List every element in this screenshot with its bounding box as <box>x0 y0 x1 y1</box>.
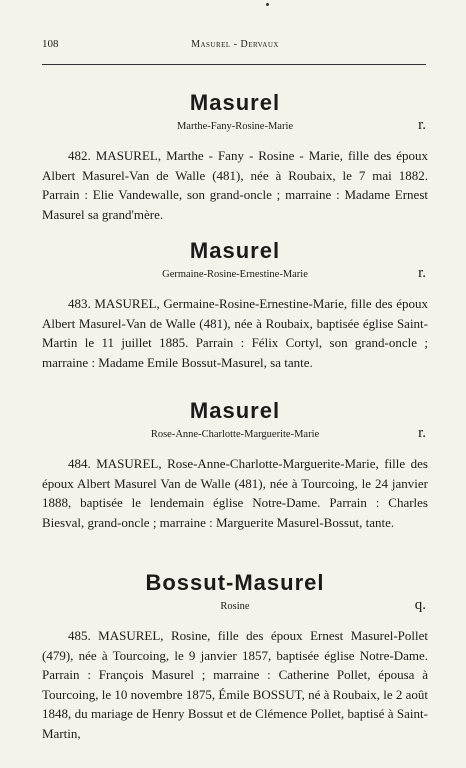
entry-text: 484. MASUREL, Rose-Anne-Charlotte-Marguerite-Marie, fille des époux Albert Masurel Van de Walle (481), née à Tourcoing, le 24 janvier 1888, baptisée le lendemain église Notre-Dame. Parrain : Charles Biesval, grand-oncle ; marraine : Marguerite Masurel-Bossut, tante. <box>42 456 428 530</box>
entry-surname: Bossut-Masurel <box>145 570 325 595</box>
entry-483 <box>42 238 428 372</box>
entry-text: 482. MASUREL, Marthe - Fany - Rosine - Marie, fille des époux Albert Masurel-Van de Walle (481), née à Roubaix, le 7 mai 1882. Parrain : Elie Vandewalle, son grand-oncle ; marraine : Madame Ernest Masurel sa grand'mère. <box>42 148 428 222</box>
page-header <box>42 38 428 54</box>
entry-surname: Masurel <box>189 238 281 263</box>
entry-given-names: Germaine-Rosine-Ernestine-Marie <box>162 269 308 280</box>
header-rule <box>42 64 426 65</box>
ink-dot <box>266 3 269 6</box>
entry-text: 483. MASUREL, Germaine-Rosine-Ernestine-Marie, fille des époux Albert Masurel-Van de Walle (481), née à Roubaix, baptisée église Saint-Martin le 11 juillet 1885. Parrain : Félix Cortyl, son grand-oncle ; marraine : Madame Emile Bossut-Masurel, sa tante. <box>42 296 428 370</box>
entry-grade: r. <box>418 425 426 441</box>
running-title: Masurel - Dervaux <box>191 39 279 50</box>
entry-given-row <box>42 426 428 444</box>
entry-given-names: Rosine <box>220 601 250 612</box>
entry-text: 485. MASUREL, Rosine, fille des époux Ernest Masurel-Pollet (479), née à Tourcoing, le 9 janvier 1857, baptisée église Notre-Dame. Parrain : François Masurel ; marraine : Catherine Pollet, épousa à Tourcoing, le 10 novembre 1875, Émile BOSSUT, né à Roubaix, le 2 août 1848, du mariage de Henry Bossut et de Clémence Pollet, baptisé à Saint-Martin, <box>42 628 428 741</box>
page-number: 108 <box>42 38 59 50</box>
entry-given-row <box>42 598 428 616</box>
entry-given-names: Marthe-Fany-Rosine-Marie <box>176 121 294 132</box>
entry-given-row <box>42 118 428 136</box>
entry-grade: q. <box>414 597 426 613</box>
entry-grade: r. <box>418 265 426 281</box>
entry-given-names: Rose-Anne-Charlotte-Marguerite-Marie <box>150 429 320 440</box>
entry-surname: Masurel <box>189 90 281 115</box>
entry-482 <box>42 90 428 224</box>
entry-surname: Masurel <box>189 398 281 423</box>
entry-485 <box>42 570 428 743</box>
entry-484 <box>42 398 428 532</box>
entry-given-row <box>42 266 428 284</box>
entry-grade: r. <box>418 117 426 133</box>
